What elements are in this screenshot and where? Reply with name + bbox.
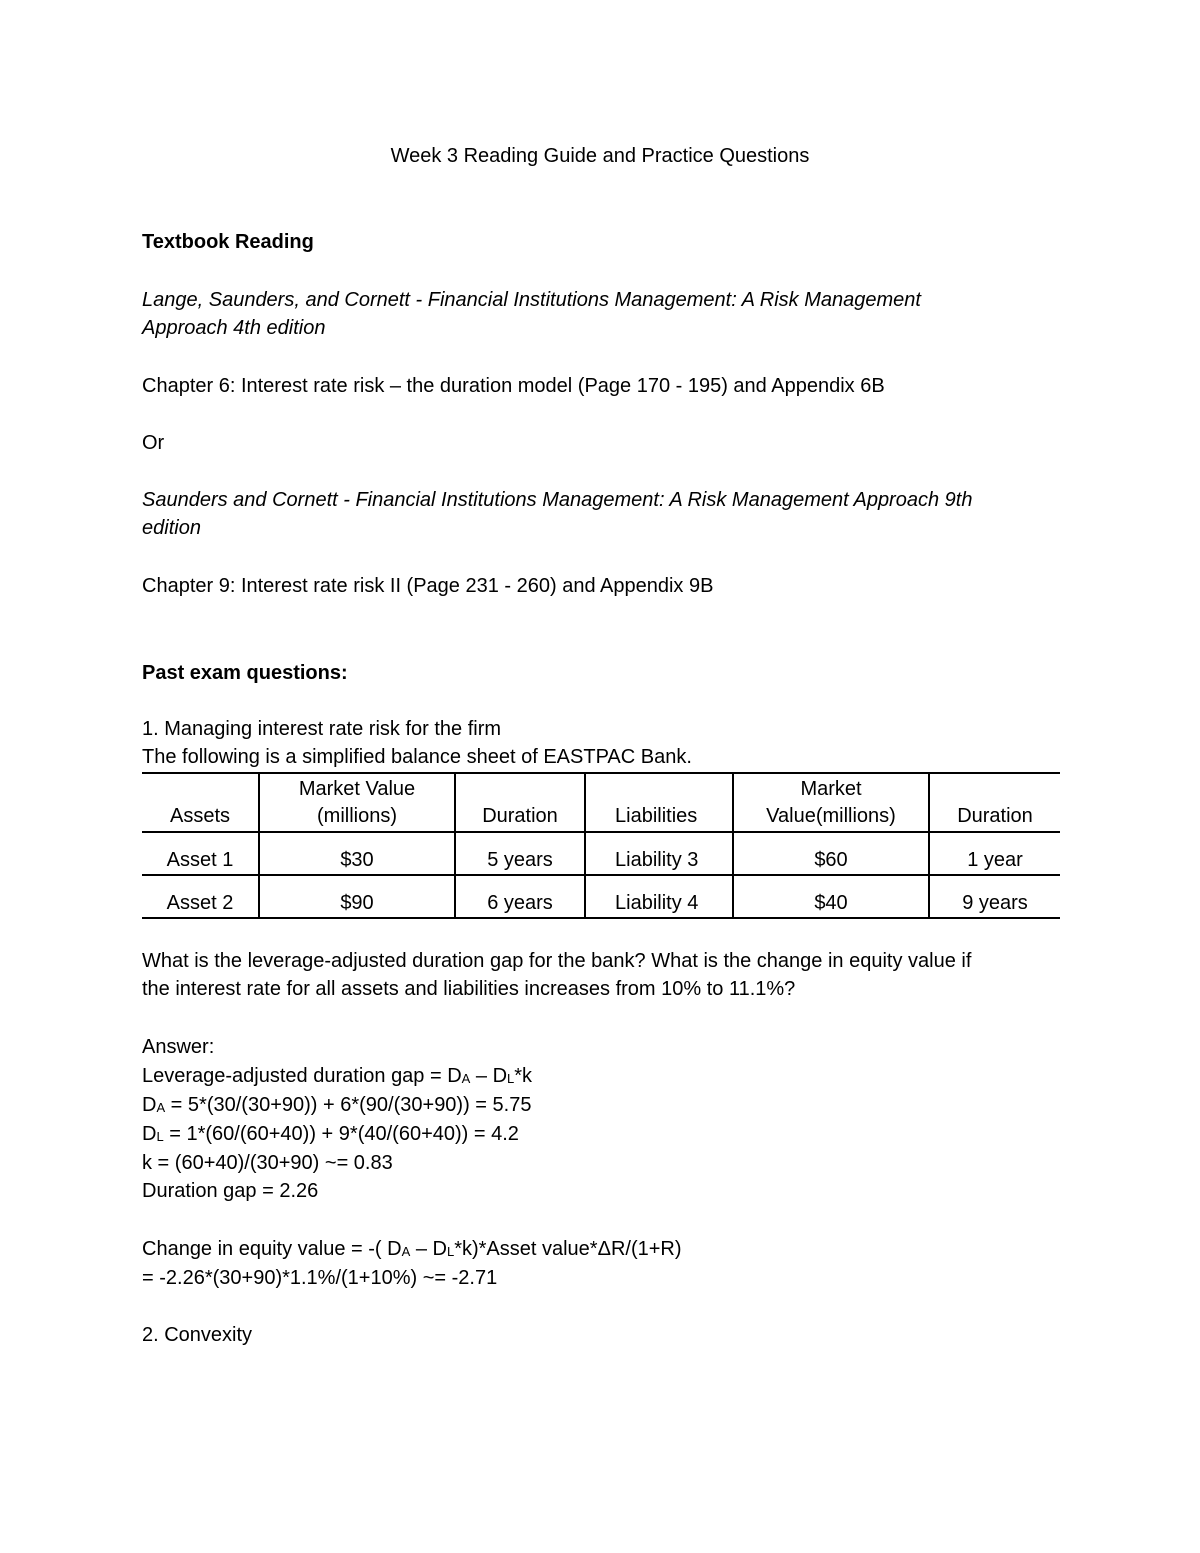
liability-duration-cell: 9 years: [929, 875, 1060, 918]
question1-title: 1. Managing interest rate risk for the firm: [142, 718, 502, 740]
duration-gap-result: Duration gap = 2.26: [142, 1180, 319, 1202]
book2-line1: Saunders and Cornett - Financial Institutions Management: A Risk Management Approach 9th: [142, 489, 973, 511]
question1-intro: The following is a simplified balance sheet of EASTPAC Bank.: [142, 746, 692, 768]
book1-line1: Lange, Saunders, and Cornett - Financial Institutions Management: A Risk Management: [142, 289, 921, 311]
table-row: [142, 875, 1060, 918]
asset-name-cell: Asset 2: [142, 875, 259, 918]
question1-text-line2: the interest rate for all assets and liabilities increases from 10% to 11.1%?: [142, 978, 796, 1000]
header-assets: Assets: [142, 773, 259, 832]
header-liabilities: Liabilities: [585, 773, 733, 832]
question1-text-line1: What is the leverage-adjusted duration gap for the bank? What is the change in equity value if: [142, 950, 972, 972]
equity-change-result: = -2.26*(30+90)*1.1%/(1+10%) ~= -2.71: [142, 1267, 498, 1289]
header-liability-duration: Duration: [929, 773, 1060, 832]
header-liability-market-value: Market Value(millions): [733, 773, 929, 832]
or-line: Or: [142, 432, 165, 454]
balance-sheet-table: [142, 772, 1060, 919]
gap-formula-line: Leverage-adjusted duration gap = $D_A - D_L*k$: [142, 1065, 533, 1087]
textbook-heading: Textbook Reading: [142, 231, 314, 253]
book2-line2: edition: [142, 517, 201, 539]
page-title: Week 3 Reading Guide and Practice Questions: [390, 145, 810, 167]
dl-formula-line: $D_L = 1*(60/(60+40)) + 9*(40/(60+40)) = 4.2$: [142, 1123, 519, 1145]
liability-name-cell: Liability 4: [585, 875, 733, 918]
da-formula-line: $D_A = 5*(30/(30+90)) + 6*(90/(30+90)) = 5.75$: [142, 1094, 532, 1116]
asset-market-value-cell: $90: [259, 875, 455, 918]
liability-market-value-cell: $60: [733, 832, 929, 875]
equity-change-formula-line: Change in equity value = -( $D_A$ – $D_L*k)*Asset$ value*ΔR/(1+R): [142, 1238, 682, 1260]
header-asset-market-value: Market Value (millions): [259, 773, 455, 832]
header-asset-duration: Duration: [455, 773, 585, 832]
asset-name-cell: Asset 1: [142, 832, 259, 875]
liability-duration-cell: 1 year: [929, 832, 1060, 875]
book1-line2: Approach 4th edition: [142, 317, 326, 339]
answer-label: Answer:: [142, 1036, 215, 1058]
asset-duration-cell: 6 years: [455, 875, 585, 918]
table-header-row: [142, 773, 1060, 832]
liability-market-value-cell: $40: [733, 875, 929, 918]
table-row: [142, 832, 1060, 875]
chapter9-line: Chapter 9: Interest rate risk II (Page 231 - 260) and Appendix 9B: [142, 575, 714, 597]
asset-market-value-cell: $30: [259, 832, 455, 875]
k-formula-line: k = (60+40)/(30+90) ~= 0.83: [142, 1152, 393, 1174]
past-exam-heading: Past exam questions:: [142, 662, 348, 684]
asset-duration-cell: 5 years: [455, 832, 585, 875]
chapter6-line: Chapter 6: Interest rate risk – the duration model (Page 170 - 195) and Appendix 6B: [142, 375, 885, 397]
liability-name-cell: Liability 3: [585, 832, 733, 875]
question2-title: 2. Convexity: [142, 1324, 253, 1346]
